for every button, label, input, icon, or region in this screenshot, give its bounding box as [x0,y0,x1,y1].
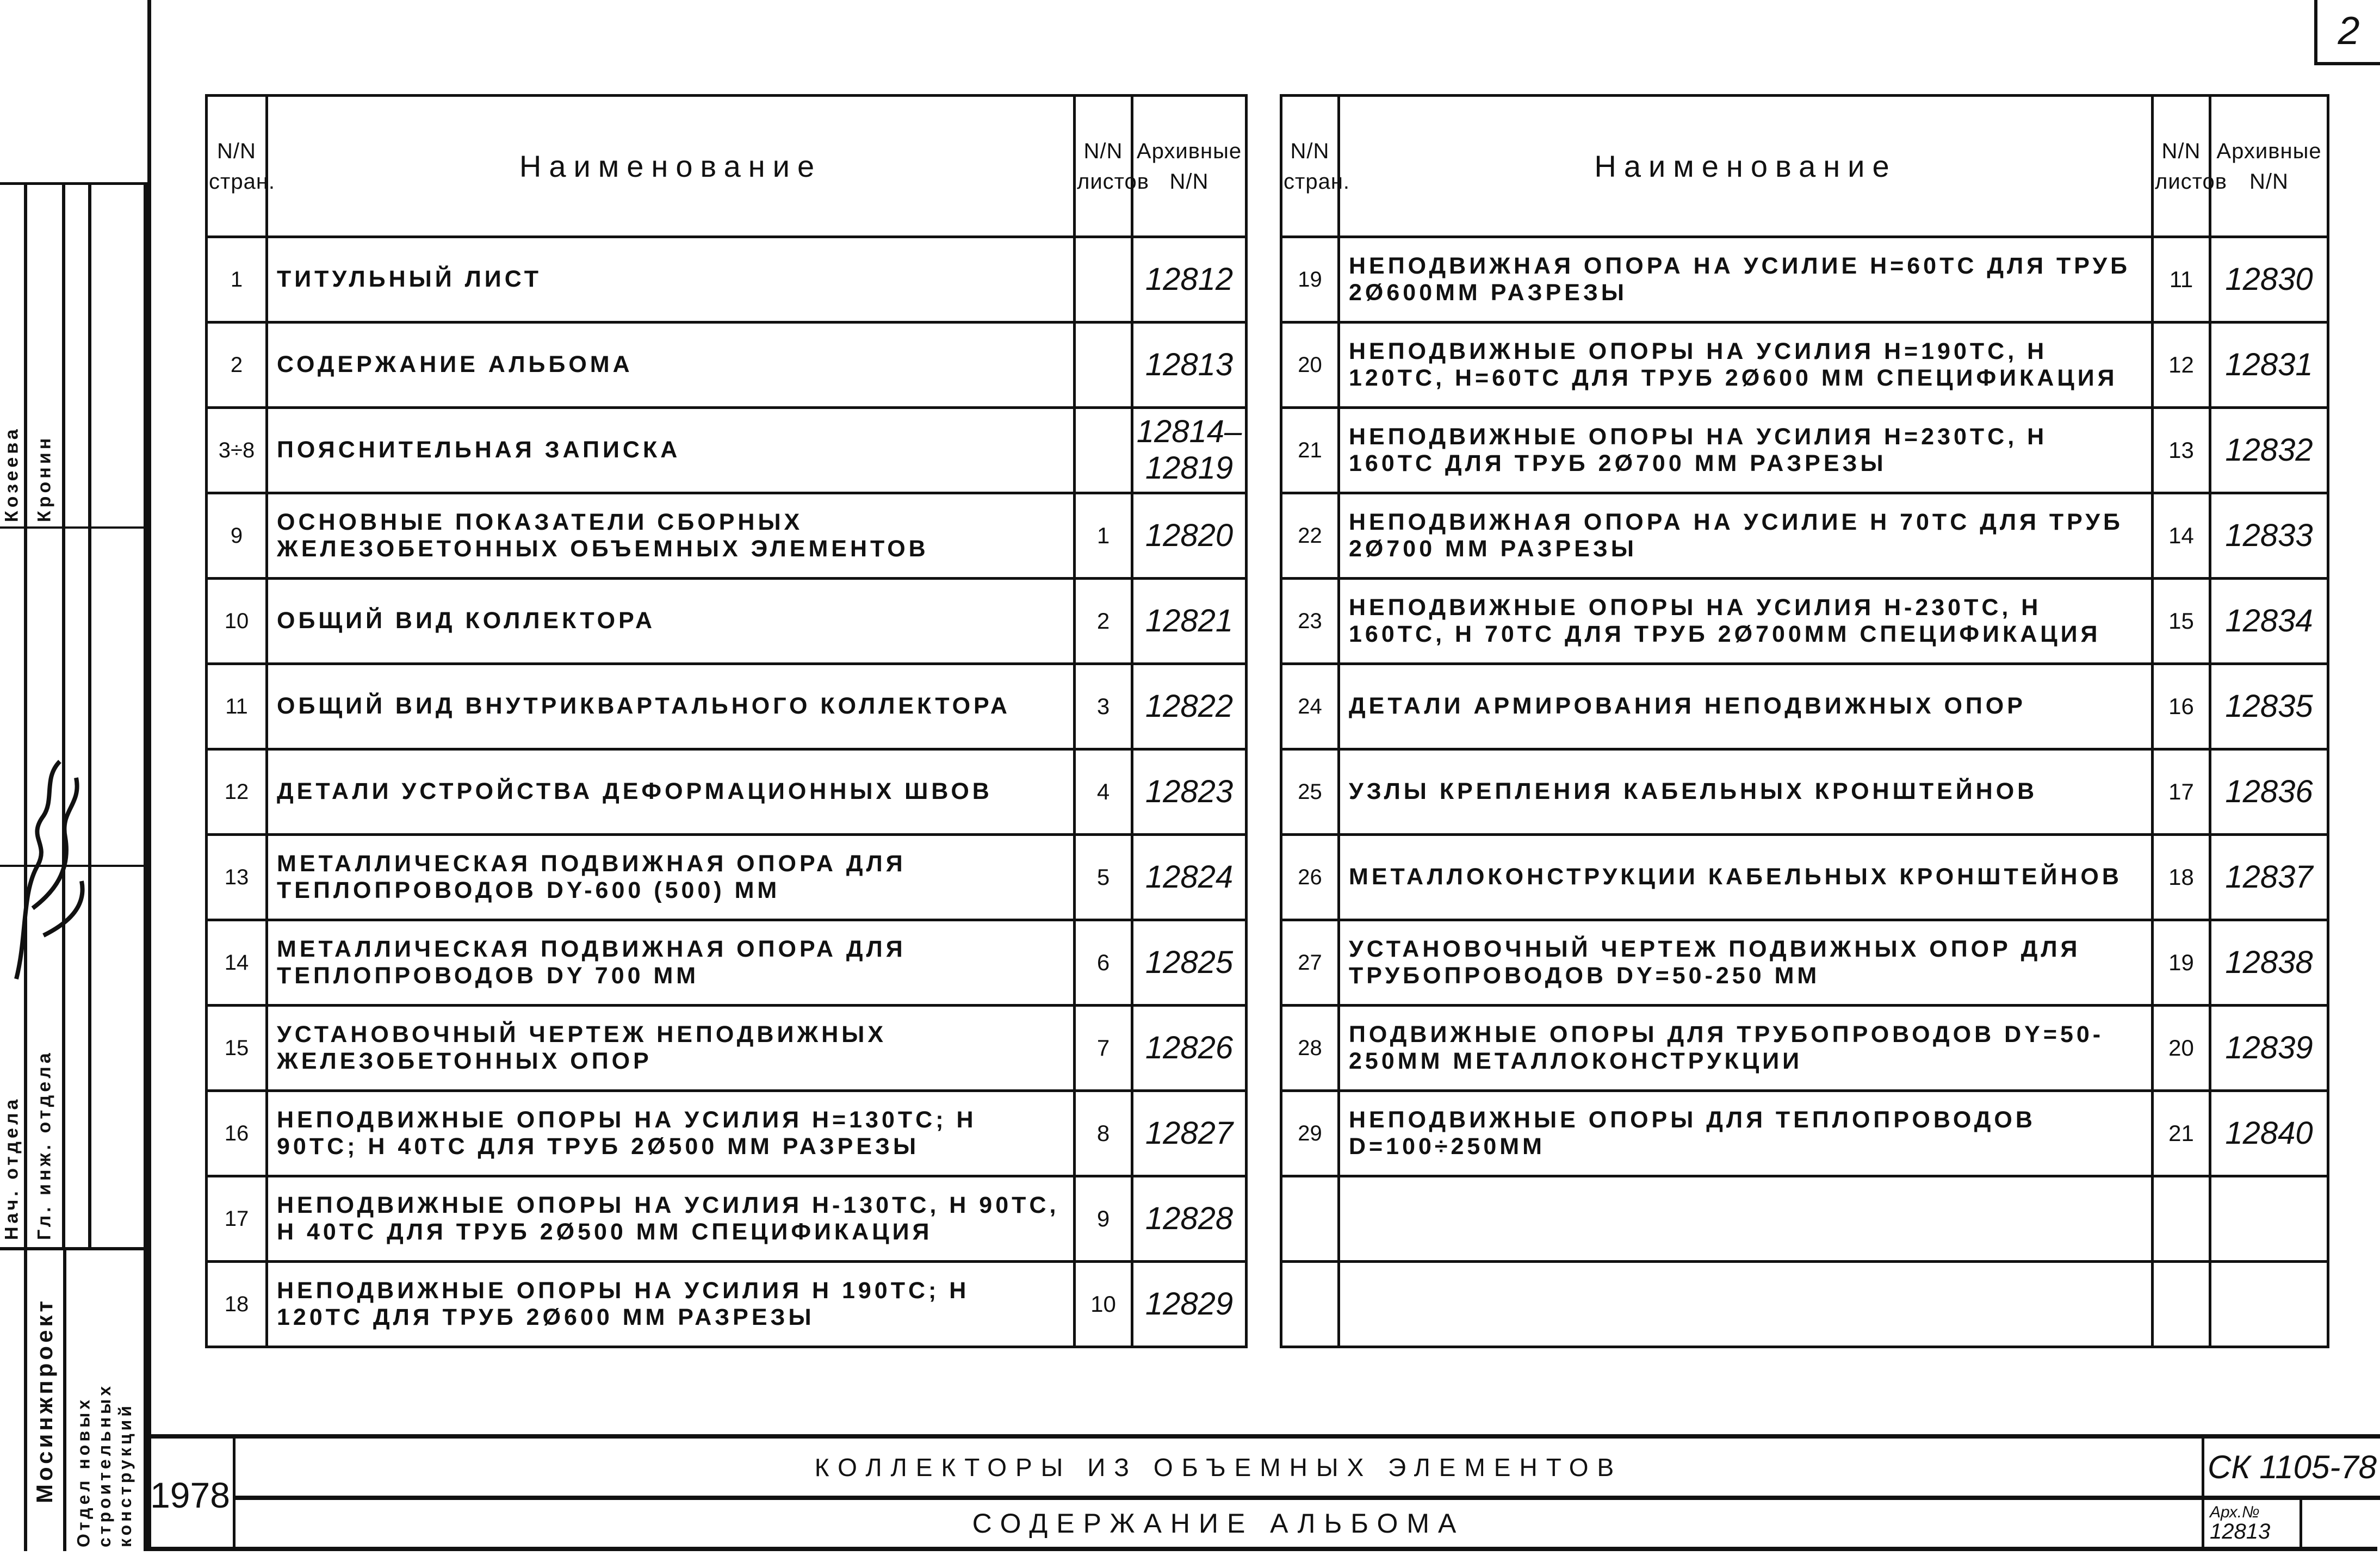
row-archive-no: 12812 [1132,237,1247,323]
row-page-no: 23 [1281,579,1339,664]
row-archive-no: 12838 [2210,920,2328,1006]
row-page-no: 21 [1281,408,1339,493]
divider [0,1247,144,1250]
row-name: МЕТАЛЛИЧЕСКАЯ ПОДВИЖНАЯ ОПОРА ДЛЯ ТЕПЛОПРОВОДОВ DY-600 (500) ММ [267,835,1075,920]
table-row [1281,1091,2328,1176]
department-name: Отдел новых строительных конструкций [73,1383,135,1547]
row-page-no: 22 [1281,493,1339,579]
row-sheet-no [2153,1262,2210,1347]
table-row [1281,579,2328,664]
row-name: НЕПОДВИЖНЫЕ ОПОРЫ НА УСИЛИЯ Н=130ТС; Н 90ТС; Н 40ТС ДЛЯ ТРУБ 2Ø500 ММ РАЗРЕЗЫ [267,1091,1075,1176]
header-archive-no: Архивные N/N [1132,96,1247,237]
row-page-no: 29 [1281,1091,1339,1176]
table-header-row [1281,96,2328,237]
row-archive-no: 12830 [2210,237,2328,323]
row-page-no: 10 [207,579,267,664]
row-sheet-no: 20 [2153,1006,2210,1091]
table-row [207,1091,1247,1176]
row-sheet-no: 4 [1075,749,1132,835]
document-code: СК 1105-78 [2204,1439,2380,1500]
row-page-no: 26 [1281,835,1339,920]
row-name: НЕПОДВИЖНЫЕ ОПОРЫ НА УСИЛИЯ Н-130ТС, Н 90ТС, Н 40ТС ДЛЯ ТРУБ 2Ø500 ММ СПЕЦИФИКАЦИЯ [267,1176,1075,1262]
sheet-title: СОДЕРЖАНИЕ АЛЬБОМА [972,1508,1465,1539]
row-page-no: 9 [207,493,267,579]
row-sheet-no: 3 [1075,664,1132,749]
row-sheet-no: 11 [2153,237,2210,323]
table-row [1281,408,2328,493]
table-row [1281,323,2328,408]
header-sheet-no: N/N листов [2153,96,2210,237]
row-archive-no [2210,1262,2328,1347]
archive-label: Арх.№ [2210,1503,2260,1521]
row-sheet-no: 21 [2153,1091,2210,1176]
role-head-of-department: Нач. отдела [1,1096,22,1240]
row-archive-no: 12828 [1132,1176,1247,1262]
table-row [1281,493,2328,579]
row-sheet-no: 19 [2153,920,2210,1006]
row-page-no: 24 [1281,664,1339,749]
table-row [207,1006,1247,1091]
year: 1978 [147,1439,235,1551]
row-archive-no: 12824 [1132,835,1247,920]
table-row [207,579,1247,664]
row-name: УСТАНОВОЧНЫЙ ЧЕРТЕЖ ПОДВИЖНЫХ ОПОР ДЛЯ ТРУБОПРОВОДОВ DY=50-250 ММ [1339,920,2153,1006]
contents-table-left [205,94,1248,1348]
row-page-no: 20 [1281,323,1339,408]
row-sheet-no: 8 [1075,1091,1132,1176]
row-sheet-no: 13 [2153,408,2210,493]
signer-name-2: Кронин [34,435,55,522]
row-sheet-no: 5 [1075,835,1132,920]
row-archive-no: 12837 [2210,835,2328,920]
table-row [1281,1006,2328,1091]
row-archive-no: 12821 [1132,579,1247,664]
row-name: НЕПОДВИЖНЫЕ ОПОРЫ НА УСИЛИЯ Н=190ТС, Н 120ТС, Н=60ТС ДЛЯ ТРУБ 2Ø600 ММ СПЕЦИФИКАЦИЯ [1339,323,2153,408]
table-row [1281,749,2328,835]
row-name: УСТАНОВОЧНЫЙ ЧЕРТЕЖ НЕПОДВИЖНЫХ ЖЕЛЕЗОБЕТОННЫХ ОПОР [267,1006,1075,1091]
row-page-no: 25 [1281,749,1339,835]
row-name: МЕТАЛЛИЧЕСКАЯ ПОДВИЖНАЯ ОПОРА ДЛЯ ТЕПЛОПРОВОДОВ DY 700 ММ [267,920,1075,1006]
table-row [207,493,1247,579]
table-row [207,1176,1247,1262]
organization-name: Мосинжпроект [32,1297,57,1504]
row-page-no: 12 [207,749,267,835]
row-page-no: 1 [207,237,267,323]
row-name: ТИТУЛЬНЫЙ ЛИСТ [267,237,1075,323]
row-archive-no: 12840 [2210,1091,2328,1176]
header-name: Наименование [1339,96,2153,237]
role-chief-engineer: Гл. инж. отдела [34,1050,55,1240]
table-row [1281,1176,2328,1262]
row-name: НЕПОДВИЖНЫЕ ОПОРЫ НА УСИЛИЯ Н 190ТС; Н 120ТС ДЛЯ ТРУБ 2Ø600 ММ РАЗРЕЗЫ [267,1262,1075,1347]
header-archive-no: Архивные N/N [2210,96,2328,237]
table-row [1281,835,2328,920]
row-name: ОБЩИЙ ВИД ВНУТРИКВАРТАЛЬНОГО КОЛЛЕКТОРА [267,664,1075,749]
row-page-no [1281,1262,1339,1347]
table-row [1281,1262,2328,1347]
row-sheet-no: 14 [2153,493,2210,579]
row-archive-no: 12831 [2210,323,2328,408]
table-row [207,835,1247,920]
page-number: 2 [2314,0,2380,65]
row-page-no: 3÷8 [207,408,267,493]
row-page-no: 16 [207,1091,267,1176]
row-page-no: 15 [207,1006,267,1091]
row-sheet-no: 16 [2153,664,2210,749]
header-name: Наименование [267,96,1075,237]
table-row [207,920,1247,1006]
archive-number-box [2204,1496,2302,1551]
table-row [1281,664,2328,749]
table-row [207,408,1247,493]
signer-name-1: Козеева [1,426,22,522]
title-block [147,1434,2380,1551]
row-page-no: 2 [207,323,267,408]
row-archive-no: 12833 [2210,493,2328,579]
row-page-no: 14 [207,920,267,1006]
row-page-no [1281,1176,1339,1262]
row-name: УЗЛЫ КРЕПЛЕНИЯ КАБЕЛЬНЫХ КРОНШТЕЙНОВ [1339,749,2153,835]
table-row [207,237,1247,323]
row-page-no: 28 [1281,1006,1339,1091]
row-name: НЕПОДВИЖНЫЕ ОПОРЫ НА УСИЛИЯ Н-230ТС, Н 160ТС, Н 70ТС ДЛЯ ТРУБ 2Ø700ММ СПЕЦИФИКАЦИЯ [1339,579,2153,664]
row-archive-no [2210,1176,2328,1262]
row-sheet-no: 18 [2153,835,2210,920]
row-sheet-no [1075,323,1132,408]
row-name: ОСНОВНЫЕ ПОКАЗАТЕЛИ СБОРНЫХ ЖЕЛЕЗОБЕТОННЫХ ОБЪЕМНЫХ ЭЛЕМЕНТОВ [267,493,1075,579]
album-title: КОЛЛЕКТОРЫ ИЗ ОБЪЕМНЫХ ЭЛЕМЕНТОВ [235,1439,2202,1500]
row-page-no: 17 [207,1176,267,1262]
divider [88,185,91,1247]
row-name: СОДЕРЖАНИЕ АЛЬБОМА [267,323,1075,408]
row-sheet-no: 2 [1075,579,1132,664]
row-name: НЕПОДВИЖНЫЕ ОПОРЫ НА УСИЛИЯ Н=230ТС, Н 160ТС ДЛЯ ТРУБ 2Ø700 ММ РАЗРЕЗЫ [1339,408,2153,493]
row-sheet-no [1075,237,1132,323]
row-sheet-no [2153,1176,2210,1262]
table-row [1281,237,2328,323]
row-name: НЕПОДВИЖНАЯ ОПОРА НА УСИЛИЕ Н=60ТС ДЛЯ ТРУБ 2Ø600ММ РАЗРЕЗЫ [1339,237,2153,323]
row-name: НЕПОДВИЖНАЯ ОПОРА НА УСИЛИЕ Н 70ТС ДЛЯ ТРУБ 2Ø700 ММ РАЗРЕЗЫ [1339,493,2153,579]
row-archive-no: 12835 [2210,664,2328,749]
header-page-no: N/N стран. [1281,96,1339,237]
row-page-no: 18 [207,1262,267,1347]
row-archive-no: 12823 [1132,749,1247,835]
table-row [207,323,1247,408]
row-name: ПОЯСНИТЕЛЬНАЯ ЗАПИСКА [267,408,1075,493]
row-name: МЕТАЛЛОКОНСТРУКЦИИ КАБЕЛЬНЫХ КРОНШТЕЙНОВ [1339,835,2153,920]
table-row [207,749,1247,835]
row-archive-no: 12839 [2210,1006,2328,1091]
row-page-no: 27 [1281,920,1339,1006]
row-page-no: 11 [207,664,267,749]
side-stamp-strip [0,182,147,1551]
archive-number: 12813 [2210,1520,2271,1543]
row-archive-no: 12820 [1132,493,1247,579]
row-archive-no: 12814–12819 [1132,408,1247,493]
row-page-no: 13 [207,835,267,920]
row-sheet-no: 10 [1075,1262,1132,1347]
row-sheet-no: 6 [1075,920,1132,1006]
divider [62,185,65,1247]
header-sheet-no: N/N листов [1075,96,1132,237]
row-sheet-no: 17 [2153,749,2210,835]
row-sheet-no: 12 [2153,323,2210,408]
row-name: ДЕТАЛИ АРМИРОВАНИЯ НЕПОДВИЖНЫХ ОПОР [1339,664,2153,749]
row-archive-no: 12836 [2210,749,2328,835]
row-name [1339,1176,2153,1262]
row-archive-no: 12822 [1132,664,1247,749]
row-sheet-no: 7 [1075,1006,1132,1091]
table-header-row [207,96,1247,237]
row-archive-no: 12813 [1132,323,1247,408]
row-page-no: 19 [1281,237,1339,323]
row-name: ПОДВИЖНЫЕ ОПОРЫ ДЛЯ ТРУБОПРОВОДОВ DY=50-250ММ МЕТАЛЛОКОНСТРУКЦИИ [1339,1006,2153,1091]
row-sheet-no: 1 [1075,493,1132,579]
row-sheet-no: 15 [2153,579,2210,664]
row-archive-no: 12829 [1132,1262,1247,1347]
divider [0,526,144,529]
row-archive-no: 12827 [1132,1091,1247,1176]
row-archive-no: 12832 [2210,408,2328,493]
row-archive-no: 12825 [1132,920,1247,1006]
row-sheet-no: 9 [1075,1176,1132,1262]
row-name: ДЕТАЛИ УСТРОЙСТВА ДЕФОРМАЦИОННЫХ ШВОВ [267,749,1075,835]
table-row [1281,920,2328,1006]
row-sheet-no [1075,408,1132,493]
row-name: НЕПОДВИЖНЫЕ ОПОРЫ ДЛЯ ТЕПЛОПРОВОДОВ D=100÷250ММ [1339,1091,2153,1176]
row-name: ОБЩИЙ ВИД КОЛЛЕКТОРА [267,579,1075,664]
row-name [1339,1262,2153,1347]
table-row [207,1262,1247,1347]
contents-table-right [1280,94,2329,1348]
row-archive-no: 12826 [1132,1006,1247,1091]
header-page-no: N/N стран. [207,96,267,237]
table-row [207,664,1247,749]
row-archive-no: 12834 [2210,579,2328,664]
